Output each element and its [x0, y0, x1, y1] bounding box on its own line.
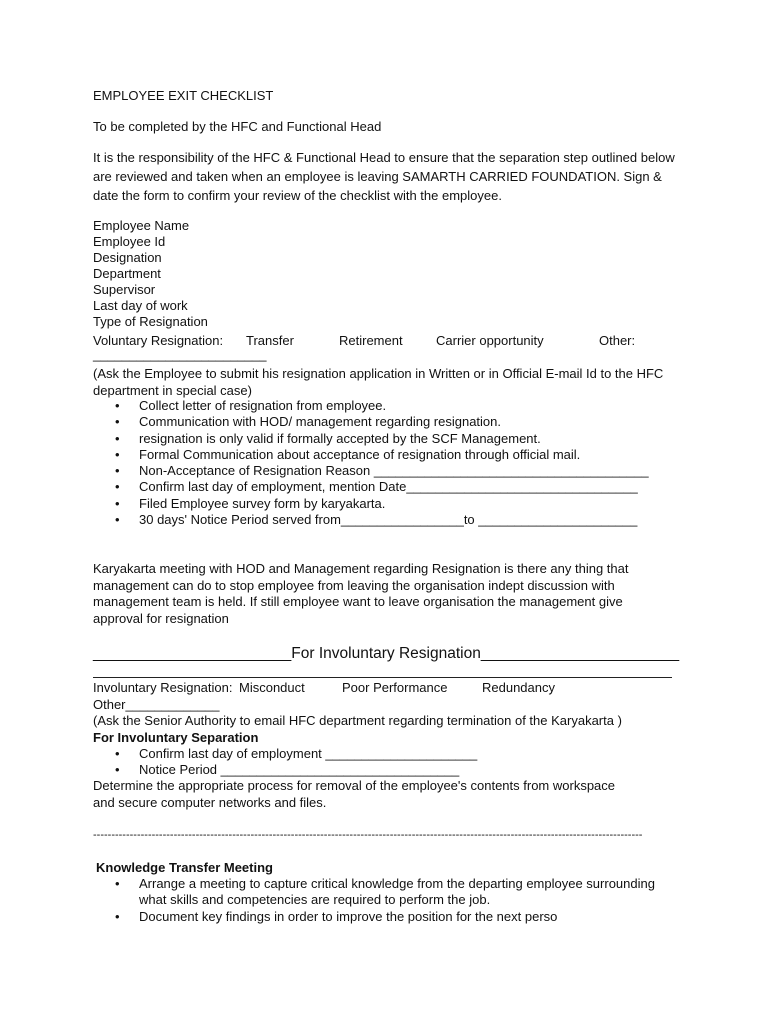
knowledge-checklist: [93, 876, 669, 925]
list-item: • Confirm last day of employment _____________________: [93, 746, 477, 762]
list-item: • Filed Employee survey form by karyakarta.: [93, 496, 649, 512]
field-last-day: Last day of work: [93, 298, 188, 313]
horizontal-rule: [93, 677, 672, 678]
option-other: Other:: [599, 333, 636, 348]
involuntary-label: Involuntary Resignation:: [93, 680, 233, 695]
voluntary-checklist: [93, 398, 649, 528]
separation-heading: For Involuntary Separation: [93, 730, 259, 745]
other-blank-line: ________________________: [93, 347, 267, 362]
knowledge-heading: Knowledge Transfer Meeting: [96, 860, 273, 875]
heading-right-rule: _______________________: [480, 645, 680, 662]
employee-fields: [93, 218, 208, 330]
involuntary-note: (Ask the Senior Authority to email HFC department regarding termination of the Karyakarta ): [93, 713, 622, 728]
field-resignation-type: Type of Resignation: [93, 314, 208, 329]
involuntary-heading: [93, 645, 679, 663]
field-employee-name: Employee Name: [93, 218, 190, 233]
voluntary-label: Voluntary Resignation:: [93, 333, 224, 348]
document-subtitle: To be completed by the HFC and Functional Head: [93, 119, 382, 134]
list-item: • Formal Communication about acceptance of resignation through official mail.: [93, 447, 649, 463]
option-poor-performance: Poor Performance: [342, 680, 448, 695]
option-transfer: Transfer: [246, 333, 294, 348]
heading-left-rule: _______________________: [93, 645, 292, 662]
list-item: • Arrange a meeting to capture critical knowledge from the departing employee surrounding what skills and competencies are required to perform the job.: [93, 876, 669, 909]
voluntary-note: (Ask the Employee to submit his resignation application in Written or in Official E-mail Id to the HFC department in special case): [93, 366, 664, 398]
involuntary-other: Other_____________: [93, 697, 220, 712]
list-item: • 30 days' Notice Period served from_________________to ______________________: [93, 512, 649, 528]
list-item: • Communication with HOD/ management regarding resignation.: [93, 414, 649, 430]
dashed-separator: ------------------------------------------------------------------------------------------------------------------------------------------------------: [93, 831, 643, 839]
field-employee-id: Employee Id: [93, 234, 166, 249]
field-department: Department: [93, 266, 161, 281]
determine-paragraph: Determine the appropriate process for removal of the employee's contents from workspace and secure computer networks and files.: [93, 778, 616, 810]
field-designation: Designation: [93, 250, 162, 265]
document-title: EMPLOYEE EXIT CHECKLIST: [93, 88, 274, 103]
list-item: • Confirm last day of employment, mention Date________________________________: [93, 479, 649, 495]
option-retirement: Retirement: [339, 333, 403, 348]
karyakarta-paragraph: Karyakarta meeting with HOD and Management regarding Resignation is there any thing that management can do to stop employee from leaving the organisation indept discussion with management team is held. If still employee want to leave organisation the management give approval for resignation: [93, 561, 629, 626]
list-item: • Collect letter of resignation from employee.: [93, 398, 649, 414]
option-carrier-opportunity: Carrier opportunity: [436, 333, 544, 348]
option-misconduct: Misconduct: [239, 680, 305, 695]
heading-text: For Involuntary Resignation: [291, 645, 481, 662]
list-item: • Document key findings in order to improve the position for the next perso: [93, 909, 669, 925]
involuntary-checklist: [93, 746, 477, 779]
list-item: • Non-Acceptance of Resignation Reason ______________________________________: [93, 463, 649, 479]
list-item: • Notice Period _________________________________: [93, 762, 477, 778]
intro-paragraph: It is the responsibility of the HFC & Functional Head to ensure that the separation step outlined below are reviewed and taken when an employee is leaving SAMARTH CARRIED FOUNDATION. Sign & date the form to confirm your review of the checklist with the employee.: [93, 150, 675, 203]
option-redundancy: Redundancy: [482, 680, 555, 695]
list-item: • resignation is only valid if formally accepted by the SCF Management.: [93, 431, 649, 447]
field-supervisor: Supervisor: [93, 282, 156, 297]
